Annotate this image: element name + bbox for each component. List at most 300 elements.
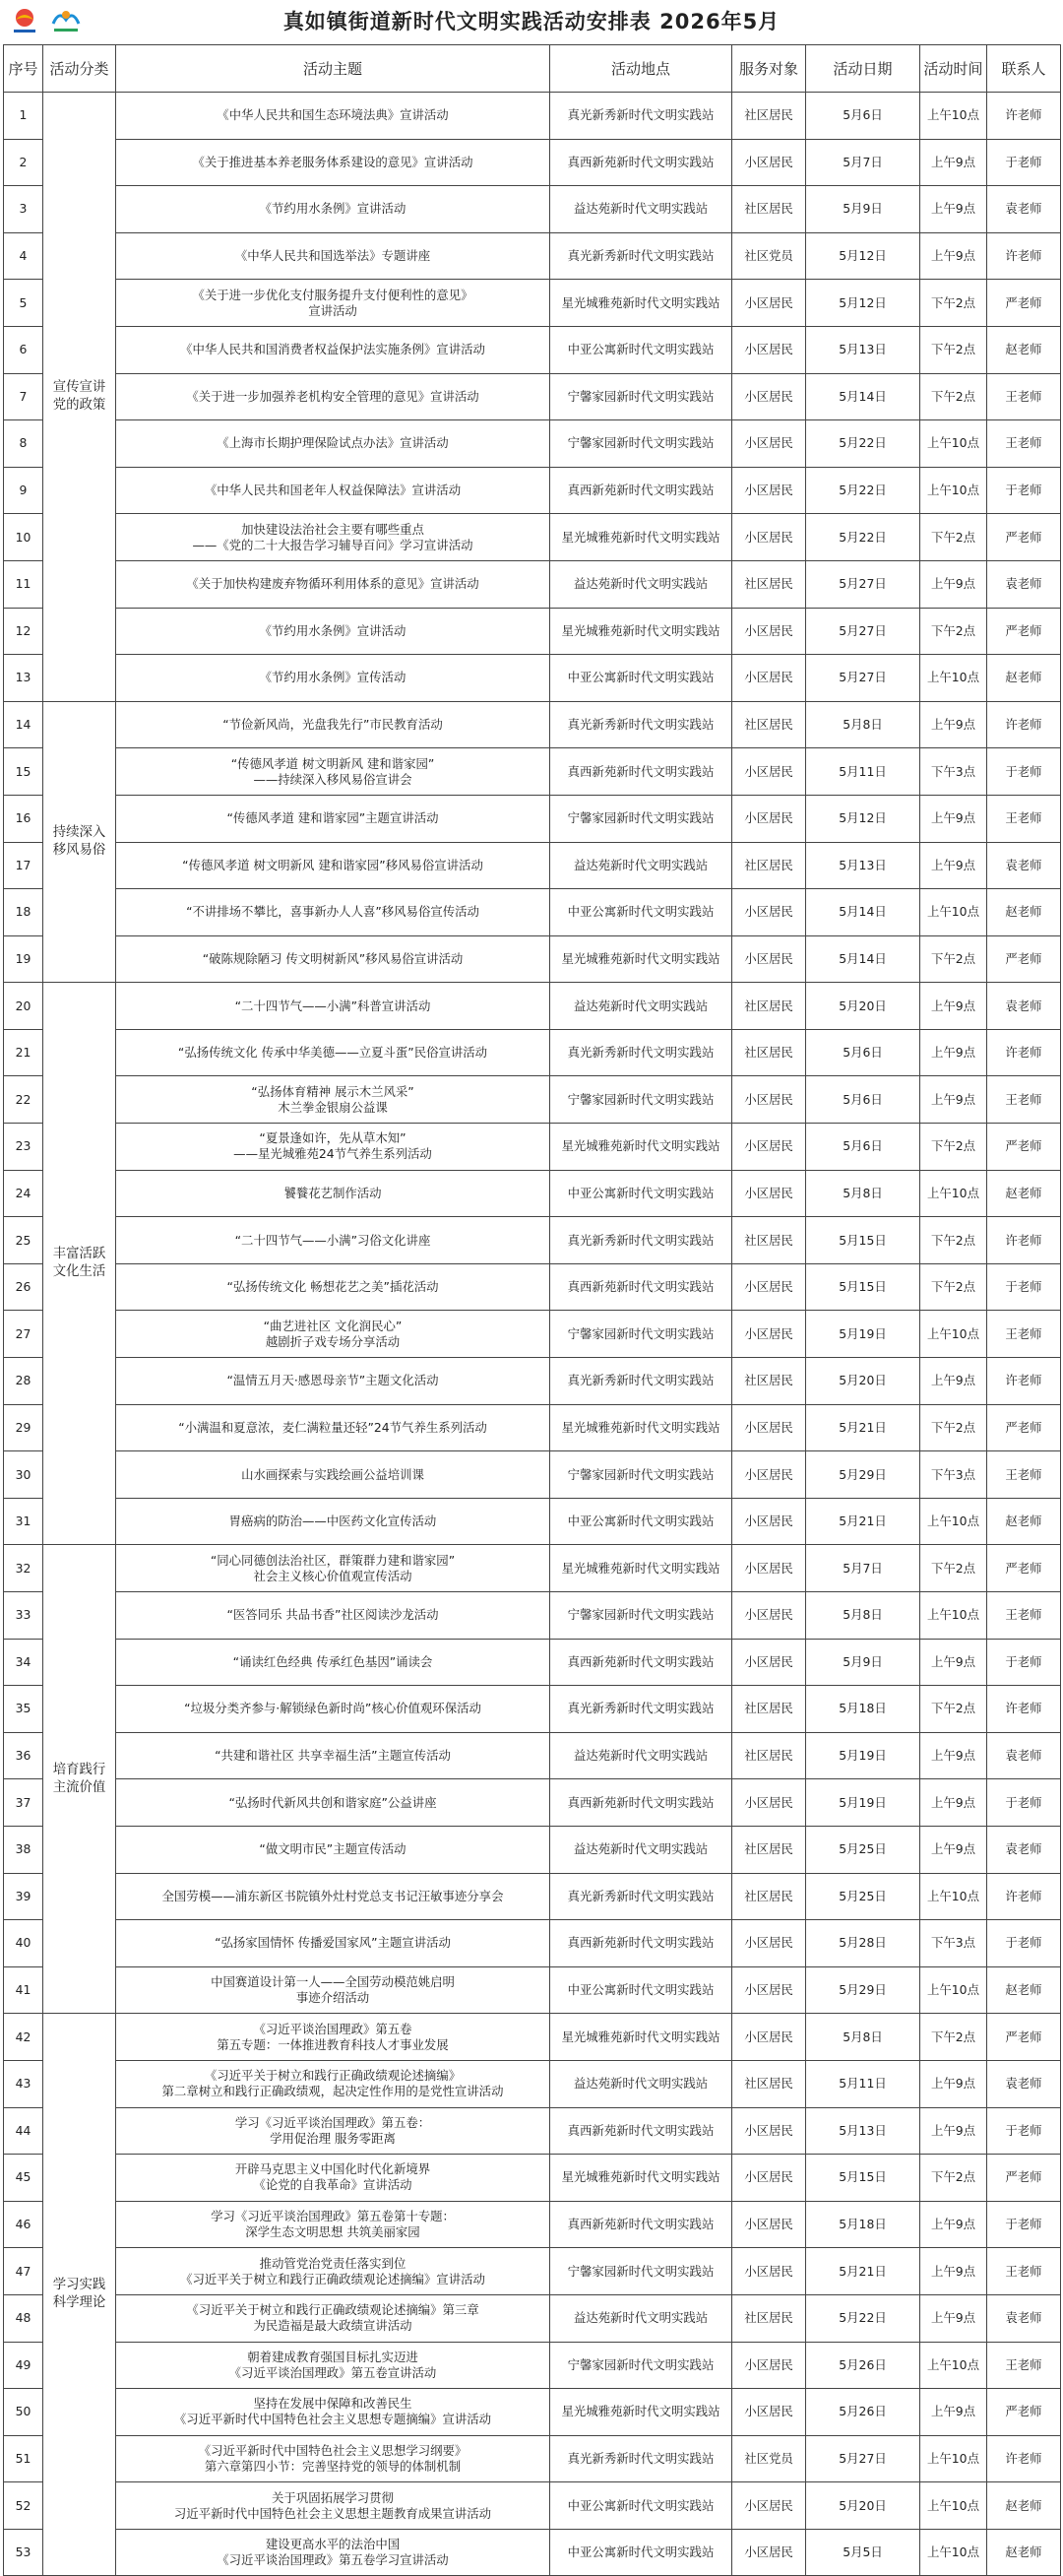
activity-date: 5月20日 — [806, 983, 920, 1030]
activity-time: 上午9点 — [920, 1732, 987, 1779]
service-target: 小区居民 — [732, 373, 806, 420]
activity-topic: 《关于进一步加强养老机构安全管理的意见》宣讲活动 — [116, 373, 550, 420]
activity-place: 益达苑新时代文明实践站 — [550, 983, 732, 1030]
activity-place: 益达苑新时代文明实践站 — [550, 560, 732, 608]
service-target: 社区党员 — [732, 232, 806, 280]
activity-category: 持续深入 移风易俗 — [43, 701, 116, 983]
service-target: 小区居民 — [732, 514, 806, 561]
activity-time: 上午9点 — [920, 2107, 987, 2155]
activity-place: 真光新秀新时代文明实践站 — [550, 232, 732, 280]
activity-date: 5月15日 — [806, 1217, 920, 1264]
activity-topic: “二十四节气——小满”习俗文化讲座 — [116, 1217, 550, 1264]
contact-person: 赵老师 — [987, 1966, 1061, 2014]
service-target: 小区居民 — [732, 1311, 806, 1358]
activity-topic: 朝着建成教育强国目标扎实迈进 《习近平谈治国理政》第五卷宣讲活动 — [116, 2342, 550, 2389]
activity-place: 真西新苑新时代文明实践站 — [550, 467, 732, 514]
service-target: 社区居民 — [732, 1826, 806, 1873]
service-target: 社区居民 — [732, 1217, 806, 1264]
service-target: 小区居民 — [732, 655, 806, 702]
activity-place: 益达苑新时代文明实践站 — [550, 1826, 732, 1873]
contact-person: 赵老师 — [987, 2529, 1061, 2576]
activity-topic: 胃癌病的防治——中医药文化宣传活动 — [116, 1498, 550, 1545]
table-row — [4, 2482, 1061, 2530]
activity-place: 星光城雅苑新时代文明实践站 — [550, 2389, 732, 2436]
activity-date: 5月18日 — [806, 1686, 920, 1733]
activity-time: 上午10点 — [920, 655, 987, 702]
contact-person: 王老师 — [987, 420, 1061, 468]
activity-place: 益达苑新时代文明实践站 — [550, 186, 732, 233]
header-place: 活动地点 — [550, 45, 732, 93]
table-row — [4, 983, 1061, 1030]
activity-date: 5月8日 — [806, 701, 920, 748]
contact-person: 王老师 — [987, 795, 1061, 842]
activity-topic: 开辟马克思主义中国化时代化新境界 《论党的自我革命》宣讲活动 — [116, 2155, 550, 2202]
activity-place: 宁馨家园新时代文明实践站 — [550, 1451, 732, 1499]
activity-date: 5月14日 — [806, 889, 920, 936]
activity-time: 上午9点 — [920, 2201, 987, 2248]
activity-place: 宁馨家园新时代文明实践站 — [550, 373, 732, 420]
activity-date: 5月15日 — [806, 2155, 920, 2202]
header-no: 序号 — [4, 45, 43, 93]
service-target: 小区居民 — [732, 1404, 806, 1451]
activity-date: 5月27日 — [806, 2435, 920, 2482]
activity-time: 下午2点 — [920, 1263, 987, 1311]
header-time: 活动时间 — [920, 45, 987, 93]
activity-time: 下午3点 — [920, 748, 987, 796]
service-target: 小区居民 — [732, 2529, 806, 2576]
activity-date: 5月15日 — [806, 1263, 920, 1311]
activity-date: 5月6日 — [806, 1029, 920, 1076]
activity-time: 下午2点 — [920, 326, 987, 373]
activity-topic: “垃圾分类齐参与·解锁绿色新时尚”核心价值观环保活动 — [116, 1686, 550, 1733]
activity-topic: 《节约用水条例》宣讲活动 — [116, 186, 550, 233]
activity-topic: “弘扬传统文化 畅想花艺之美”插花活动 — [116, 1263, 550, 1311]
contact-person: 许老师 — [987, 1217, 1061, 1264]
activity-date: 5月11日 — [806, 748, 920, 796]
contact-person: 严老师 — [987, 2389, 1061, 2436]
activity-time: 上午10点 — [920, 467, 987, 514]
activity-date: 5月6日 — [806, 1076, 920, 1124]
activity-date: 5月8日 — [806, 1170, 920, 1217]
activity-time: 上午9点 — [920, 1779, 987, 1827]
row-number: 37 — [4, 1779, 43, 1827]
table-row — [4, 2248, 1061, 2295]
activity-topic: “传德风孝道 树文明新风 建和谐家园” ——持续深入移风易俗宣讲会 — [116, 748, 550, 796]
table-row — [4, 2060, 1061, 2107]
table-row — [4, 1217, 1061, 1264]
contact-person: 严老师 — [987, 608, 1061, 655]
table-row — [4, 93, 1061, 140]
activity-date: 5月22日 — [806, 467, 920, 514]
activity-time: 下午2点 — [920, 1545, 987, 1592]
activity-date: 5月25日 — [806, 1873, 920, 1920]
activity-topic: “节俭新风尚，光盘我先行”市民教育活动 — [116, 701, 550, 748]
contact-person: 严老师 — [987, 2155, 1061, 2202]
table-row — [4, 2435, 1061, 2482]
activity-topic: “温情五月天·感恩母亲节”主题文化活动 — [116, 1358, 550, 1405]
contact-person: 袁老师 — [987, 983, 1061, 1030]
activity-place: 真西新苑新时代文明实践站 — [550, 1263, 732, 1311]
activity-date: 5月7日 — [806, 139, 920, 186]
service-target: 社区居民 — [732, 983, 806, 1030]
activity-topic: 《节约用水条例》宣传活动 — [116, 655, 550, 702]
service-target: 社区居民 — [732, 186, 806, 233]
activity-date: 5月8日 — [806, 1592, 920, 1640]
table-row — [4, 467, 1061, 514]
activity-place: 真光新秀新时代文明实践站 — [550, 93, 732, 140]
row-number: 22 — [4, 1076, 43, 1124]
table-row — [4, 935, 1061, 983]
activity-place: 星光城雅苑新时代文明实践站 — [550, 1545, 732, 1592]
contact-person: 许老师 — [987, 1686, 1061, 1733]
service-target: 社区党员 — [732, 2435, 806, 2482]
activity-date: 5月7日 — [806, 1545, 920, 1592]
table-row — [4, 1779, 1061, 1827]
activity-time: 上午9点 — [920, 232, 987, 280]
activity-place: 真光新秀新时代文明实践站 — [550, 1217, 732, 1264]
row-number: 11 — [4, 560, 43, 608]
table-row — [4, 889, 1061, 936]
activity-time: 上午10点 — [920, 1170, 987, 1217]
service-target: 社区居民 — [732, 1873, 806, 1920]
activity-topic: 《关于加快构建废弃物循环利用体系的意见》宣讲活动 — [116, 560, 550, 608]
activity-time: 上午10点 — [920, 1311, 987, 1358]
row-number: 45 — [4, 2155, 43, 2202]
activity-date: 5月13日 — [806, 2107, 920, 2155]
activity-topic: 《中华人民共和国消费者权益保护法实施条例》宣讲活动 — [116, 326, 550, 373]
activity-topic: “破陈规除陋习 传文明树新风”移风易俗宣讲活动 — [116, 935, 550, 983]
activity-place: 星光城雅苑新时代文明实践站 — [550, 2014, 732, 2061]
activity-time: 下午2点 — [920, 1404, 987, 1451]
table-row — [4, 2107, 1061, 2155]
activity-date: 5月22日 — [806, 2294, 920, 2342]
table-row — [4, 608, 1061, 655]
activity-topic: 《习近平关于树立和践行正确政绩观论述摘编》第三章 为民造福是最大政绩宣讲活动 — [116, 2294, 550, 2342]
table-row — [4, 2155, 1061, 2202]
row-number: 5 — [4, 280, 43, 327]
activity-category: 丰富活跃 文化生活 — [43, 983, 116, 1545]
table-row — [4, 655, 1061, 702]
contact-person: 严老师 — [987, 280, 1061, 327]
activity-date: 5月14日 — [806, 373, 920, 420]
activity-time: 下午2点 — [920, 280, 987, 327]
service-target: 社区居民 — [732, 1732, 806, 1779]
activity-time: 上午10点 — [920, 1592, 987, 1640]
table-row — [4, 1311, 1061, 1358]
table-row — [4, 186, 1061, 233]
table-row — [4, 326, 1061, 373]
activity-time: 上午9点 — [920, 139, 987, 186]
row-number: 16 — [4, 795, 43, 842]
header-target: 服务对象 — [732, 45, 806, 93]
contact-person: 袁老师 — [987, 1826, 1061, 1873]
document-title: 真如镇街道新时代文明实践活动安排表 2026年5月 — [282, 10, 781, 33]
activity-place: 宁馨家园新时代文明实践站 — [550, 1592, 732, 1640]
activity-topic: 学习《习近平谈治国理政》第五卷第十专题： 深学生态文明思想 共筑美丽家园 — [116, 2201, 550, 2248]
service-target: 社区居民 — [732, 2294, 806, 2342]
activity-date: 5月12日 — [806, 795, 920, 842]
row-number: 17 — [4, 842, 43, 889]
contact-person: 于老师 — [987, 139, 1061, 186]
activity-topic: 《中华人民共和国老年人权益保障法》宣讲活动 — [116, 467, 550, 514]
contact-person: 王老师 — [987, 1592, 1061, 1640]
activity-topic: “弘扬体育精神 展示木兰风采” 木兰拳金银扇公益课 — [116, 1076, 550, 1124]
activity-topic: 推动管党治党责任落实到位 《习近平关于树立和践行正确政绩观论述摘编》宣讲活动 — [116, 2248, 550, 2295]
service-target: 小区居民 — [732, 1966, 806, 2014]
service-target: 小区居民 — [732, 889, 806, 936]
table-row — [4, 2294, 1061, 2342]
activity-time: 上午9点 — [920, 2389, 987, 2436]
activity-place: 星光城雅苑新时代文明实践站 — [550, 514, 732, 561]
activity-date: 5月27日 — [806, 655, 920, 702]
activity-topic: “同心同德创法治社区，群策群力建和谐家园” 社会主义核心价值观宣传活动 — [116, 1545, 550, 1592]
table-row — [4, 420, 1061, 468]
table-row — [4, 1358, 1061, 1405]
row-number: 42 — [4, 2014, 43, 2061]
activity-time: 上午9点 — [920, 2060, 987, 2107]
service-target: 社区居民 — [732, 1358, 806, 1405]
header-row — [4, 45, 1061, 93]
activity-date: 5月20日 — [806, 1358, 920, 1405]
activity-date: 5月22日 — [806, 514, 920, 561]
row-number: 2 — [4, 139, 43, 186]
activity-time: 上午10点 — [920, 1966, 987, 2014]
contact-person: 于老师 — [987, 748, 1061, 796]
activity-time: 下午2点 — [920, 1686, 987, 1733]
activity-time: 下午2点 — [920, 608, 987, 655]
service-target: 小区居民 — [732, 2201, 806, 2248]
contact-person: 许老师 — [987, 1358, 1061, 1405]
row-number: 23 — [4, 1124, 43, 1171]
table-row — [4, 842, 1061, 889]
activity-topic: 《关于进一步优化支付服务提升支付便利性的意见》 宣讲活动 — [116, 280, 550, 327]
contact-person: 许老师 — [987, 701, 1061, 748]
contact-person: 王老师 — [987, 373, 1061, 420]
activity-time: 下午2点 — [920, 1217, 987, 1264]
activity-place: 真西新苑新时代文明实践站 — [550, 2201, 732, 2248]
activity-place: 真西新苑新时代文明实践站 — [550, 1639, 732, 1686]
activity-time: 下午3点 — [920, 1920, 987, 1967]
activity-place: 宁馨家园新时代文明实践站 — [550, 1311, 732, 1358]
activity-topic: “诵读红色经典 传承红色基因”诵读会 — [116, 1639, 550, 1686]
activity-topic: 中国赛道设计第一人——全国劳动模范姚启明 事迹介绍活动 — [116, 1966, 550, 2014]
activity-date: 5月12日 — [806, 280, 920, 327]
activity-date: 5月19日 — [806, 1732, 920, 1779]
activity-place: 中亚公寓新时代文明实践站 — [550, 655, 732, 702]
activity-date: 5月26日 — [806, 2389, 920, 2436]
contact-person: 袁老师 — [987, 2294, 1061, 2342]
table-row — [4, 373, 1061, 420]
service-target: 小区居民 — [732, 1170, 806, 1217]
activity-place: 真西新苑新时代文明实践站 — [550, 2107, 732, 2155]
contact-person: 许老师 — [987, 2435, 1061, 2482]
contact-person: 严老师 — [987, 935, 1061, 983]
row-number: 33 — [4, 1592, 43, 1640]
service-target: 社区居民 — [732, 701, 806, 748]
table-row — [4, 1170, 1061, 1217]
table-row — [4, 1966, 1061, 2014]
contact-person: 王老师 — [987, 1451, 1061, 1499]
table-row — [4, 1639, 1061, 1686]
table-row — [4, 560, 1061, 608]
service-target: 小区居民 — [732, 2248, 806, 2295]
activity-place: 星光城雅苑新时代文明实践站 — [550, 608, 732, 655]
row-number: 7 — [4, 373, 43, 420]
service-target: 小区居民 — [732, 2389, 806, 2436]
service-target: 社区居民 — [732, 2060, 806, 2107]
activity-topic: “医答同乐 共品书香”社区阅读沙龙活动 — [116, 1592, 550, 1640]
header-date: 活动日期 — [806, 45, 920, 93]
table-row — [4, 1686, 1061, 1733]
row-number: 36 — [4, 1732, 43, 1779]
activity-date: 5月12日 — [806, 232, 920, 280]
activity-place: 真光新秀新时代文明实践站 — [550, 1686, 732, 1733]
activity-topic: “二十四节气——小满”科普宣讲活动 — [116, 983, 550, 1030]
activity-time: 下午2点 — [920, 935, 987, 983]
row-number: 15 — [4, 748, 43, 796]
activity-place: 宁馨家园新时代文明实践站 — [550, 795, 732, 842]
activity-topic: 《中华人民共和国选举法》专题讲座 — [116, 232, 550, 280]
activity-place: 真西新苑新时代文明实践站 — [550, 748, 732, 796]
activity-place: 中亚公寓新时代文明实践站 — [550, 1498, 732, 1545]
activity-date: 5月27日 — [806, 608, 920, 655]
contact-person: 王老师 — [987, 1311, 1061, 1358]
activity-place: 益达苑新时代文明实践站 — [550, 1732, 732, 1779]
schedule-table — [3, 44, 1061, 2576]
activity-place: 中亚公寓新时代文明实践站 — [550, 1966, 732, 2014]
header-category: 活动分类 — [43, 45, 116, 93]
activity-topic: “不讲排场不攀比，喜事新办人人喜”移风易俗宣传活动 — [116, 889, 550, 936]
row-number: 40 — [4, 1920, 43, 1967]
activity-place: 星光城雅苑新时代文明实践站 — [550, 1404, 732, 1451]
activity-date: 5月21日 — [806, 1498, 920, 1545]
contact-person: 王老师 — [987, 2248, 1061, 2295]
service-target: 小区居民 — [732, 1076, 806, 1124]
contact-person: 许老师 — [987, 1029, 1061, 1076]
activity-topic: 《节约用水条例》宣讲活动 — [116, 608, 550, 655]
activity-time: 下午2点 — [920, 514, 987, 561]
service-target: 社区居民 — [732, 93, 806, 140]
table-row — [4, 1545, 1061, 1592]
contact-person: 许老师 — [987, 232, 1061, 280]
row-number: 12 — [4, 608, 43, 655]
contact-person: 袁老师 — [987, 560, 1061, 608]
row-number: 41 — [4, 1966, 43, 2014]
activity-topic: 《关于推进基本养老服务体系建设的意见》宣讲活动 — [116, 139, 550, 186]
row-number: 19 — [4, 935, 43, 983]
row-number: 44 — [4, 2107, 43, 2155]
contact-person: 赵老师 — [987, 326, 1061, 373]
service-target: 小区居民 — [732, 1498, 806, 1545]
activity-date: 5月6日 — [806, 1124, 920, 1171]
activity-topic: 学习《习近平谈治国理政》第五卷： 学用促治理 服务零距离 — [116, 2107, 550, 2155]
activity-place: 宁馨家园新时代文明实践站 — [550, 2248, 732, 2295]
service-target: 小区居民 — [732, 1451, 806, 1499]
contact-person: 严老师 — [987, 1545, 1061, 1592]
row-number: 13 — [4, 655, 43, 702]
row-number: 47 — [4, 2248, 43, 2295]
service-target: 小区居民 — [732, 280, 806, 327]
contact-person: 于老师 — [987, 2201, 1061, 2248]
activity-date: 5月22日 — [806, 420, 920, 468]
activity-place: 宁馨家园新时代文明实践站 — [550, 1076, 732, 1124]
contact-person: 严老师 — [987, 514, 1061, 561]
activity-date: 5月27日 — [806, 560, 920, 608]
activity-time: 下午2点 — [920, 2014, 987, 2061]
activity-time: 上午9点 — [920, 842, 987, 889]
contact-person: 于老师 — [987, 467, 1061, 514]
activity-topic: “传德风孝道 树文明新风 建和谐家园”移风易俗宣讲活动 — [116, 842, 550, 889]
table-row — [4, 1124, 1061, 1171]
activity-place: 真西新苑新时代文明实践站 — [550, 1779, 732, 1827]
schedule-body — [4, 93, 1061, 2576]
contact-person: 袁老师 — [987, 186, 1061, 233]
service-target: 小区居民 — [732, 795, 806, 842]
activity-place: 真光新秀新时代文明实践站 — [550, 701, 732, 748]
activity-date: 5月8日 — [806, 2014, 920, 2061]
row-number: 30 — [4, 1451, 43, 1499]
activity-date: 5月19日 — [806, 1779, 920, 1827]
activity-date: 5月19日 — [806, 1311, 920, 1358]
activity-place: 益达苑新时代文明实践站 — [550, 842, 732, 889]
activity-date: 5月26日 — [806, 2342, 920, 2389]
activity-date: 5月21日 — [806, 2248, 920, 2295]
service-target: 小区居民 — [732, 139, 806, 186]
activity-date: 5月14日 — [806, 935, 920, 983]
activity-topic: 全国劳模——浦东新区书院镇外灶村党总支书记汪敏事迹分享会 — [116, 1873, 550, 1920]
activity-date: 5月29日 — [806, 1451, 920, 1499]
activity-date: 5月21日 — [806, 1404, 920, 1451]
activity-time: 上午9点 — [920, 795, 987, 842]
activity-date: 5月13日 — [806, 842, 920, 889]
activity-time: 上午10点 — [920, 889, 987, 936]
row-number: 27 — [4, 1311, 43, 1358]
contact-person: 许老师 — [987, 93, 1061, 140]
activity-place: 真光新秀新时代文明实践站 — [550, 1873, 732, 1920]
header-contact: 联系人 — [987, 45, 1061, 93]
activity-topic: “小满温和夏意浓，麦仁满粒量还轻”24节气养生系列活动 — [116, 1404, 550, 1451]
row-number: 49 — [4, 2342, 43, 2389]
table-row — [4, 2014, 1061, 2061]
table-row — [4, 1263, 1061, 1311]
activity-topic: “共建和谐社区 共享幸福生活”主题宣传活动 — [116, 1732, 550, 1779]
row-number: 51 — [4, 2435, 43, 2482]
activity-category: 学习实践 科学理论 — [43, 2014, 116, 2576]
service-target: 小区居民 — [732, 748, 806, 796]
table-row — [4, 1873, 1061, 1920]
activity-place: 真光新秀新时代文明实践站 — [550, 1029, 732, 1076]
activity-place: 中亚公寓新时代文明实践站 — [550, 326, 732, 373]
contact-person: 于老师 — [987, 2107, 1061, 2155]
table-row — [4, 1451, 1061, 1499]
contact-person: 于老师 — [987, 1639, 1061, 1686]
row-number: 21 — [4, 1029, 43, 1076]
activity-place: 中亚公寓新时代文明实践站 — [550, 2529, 732, 2576]
service-target: 小区居民 — [732, 420, 806, 468]
service-target: 小区居民 — [732, 1920, 806, 1967]
activity-topic: 《习近平谈治国理政》第五卷 第五专题：一体推进教育科技人才事业发展 — [116, 2014, 550, 2061]
activity-topic: 《习近平关于树立和践行正确政绩观论述摘编》 第二章树立和践行正确政绩观，起决定性作用的是党性宣讲活动 — [116, 2060, 550, 2107]
activity-date: 5月13日 — [806, 326, 920, 373]
table-row — [4, 280, 1061, 327]
activity-date: 5月20日 — [806, 2482, 920, 2530]
title-bar — [0, 0, 1063, 44]
row-number: 32 — [4, 1545, 43, 1592]
table-row — [4, 1920, 1061, 1967]
activity-topic: 坚持在发展中保障和改善民生 《习近平新时代中国特色社会主义思想专题摘编》宣讲活动 — [116, 2389, 550, 2436]
activity-place: 真西新苑新时代文明实践站 — [550, 1920, 732, 1967]
row-number: 39 — [4, 1873, 43, 1920]
